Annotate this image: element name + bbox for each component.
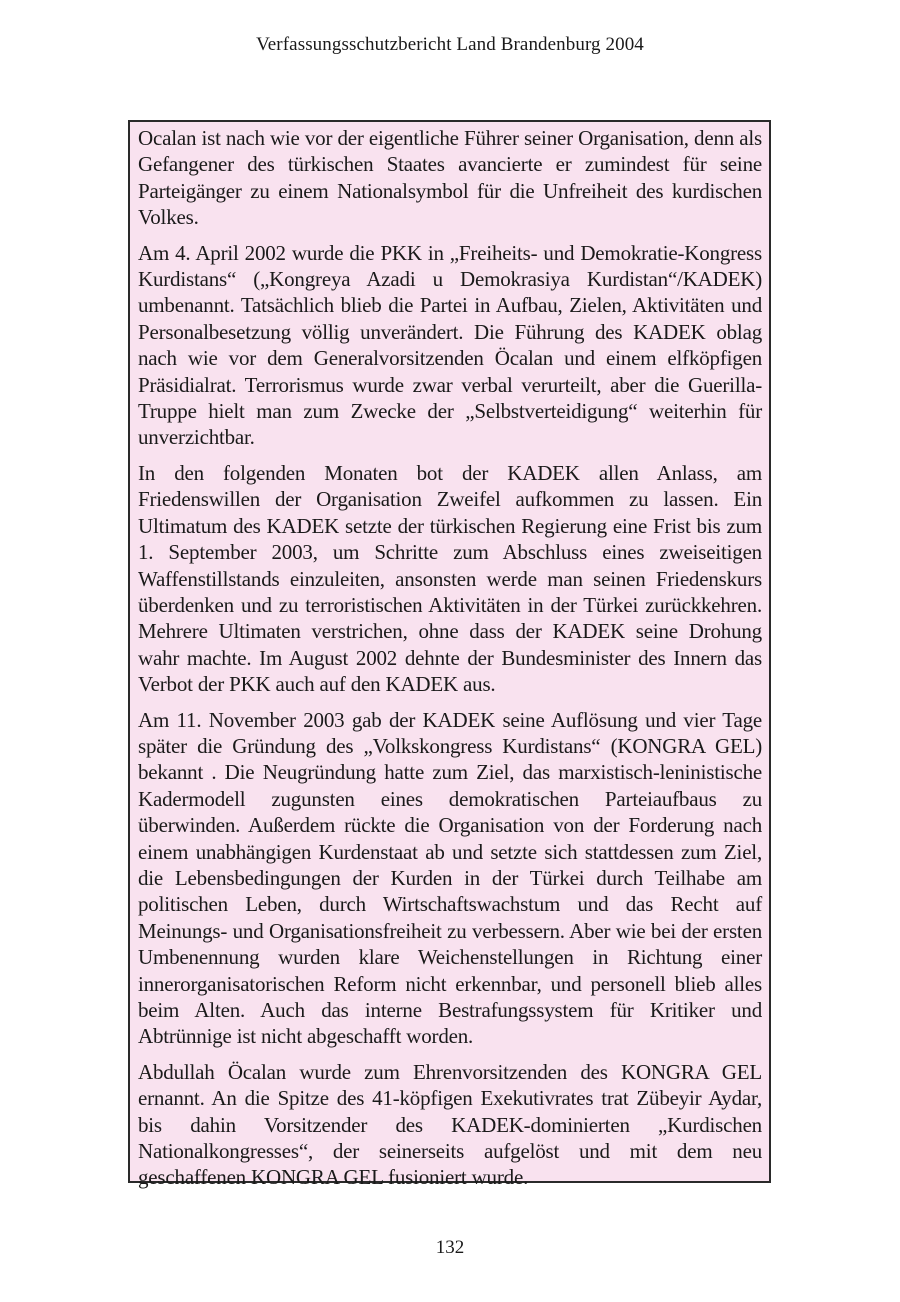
running-header: Verfassungsschutzbericht Land Brandenburg 2004 [256, 34, 644, 55]
paragraph-ocalan-leader: Ocalan ist nach wie vor der eigentliche Führer seiner Organisation, denn als Gefangener des türkischen Staates avancierte er zumindest für seine Parteigänger zu einem Nationalsymbol für die Unfreiheit des kurdischen Volkes. [138, 126, 762, 230]
paragraph-ultimatum: In den folgenden Monaten bot der KADEK allen Anlass, am Friedenswillen der Organisation Zweifel aufkommen zu lassen. Ein Ultimatum des KADEK setzte der türkischen Regierung eine Frist bis zum 1. September 2003, um Schritte zum Abschluss eines zweiseitigen Waffenstillstands einzuleiten, ansonsten werde man seinen Friedenskurs überdenken und zu terroristischen Aktivitäten in der Türkei zurückkehren. Mehrere Ultimaten verstrichen, ohne dass der KADEK seine Drohung wahr machte. Im August 2002 dehnte der Bundesminister des Innern das Verbot der PKK auch auf den KADEK aus. [138, 460, 762, 697]
page-number: 132 [435, 1237, 465, 1258]
info-box [128, 120, 771, 1190]
paragraph-kongra-gel-founding: Am 11. November 2003 gab der KADEK seine Auflösung und vier Tage später die Gründung des „Volkskongress Kurdistans“ (KONGRA GEL) bekannt . Die Neugründung hatte zum Ziel, das marxistisch-leninistische Kadermodell zugunsten eines demokratischen Parteiaufbaus zu überwinden. Außerdem rückte die Organisation von der Forderung nach einem unabhängigen Kurdenstaat ab und setzte sich stattdessen zum Ziel, die Lebensbedingungen der Kurden in der Türkei durch Teilhabe am politischen Leben, durch Wirtschaftswachstum und das Recht auf Meinungs- und Organisationsfreiheit zu verbessern. Aber wie bei der ersten Umbenennung wurden klare Weichenstellungen in Richtung einer innerorganisatorischen Reform nicht erkennbar, und personell blieb alles beim Alten. Auch das interne Bestrafungssystem für Kritiker und Abtrünnige ist nicht abgeschafft worden. [138, 707, 762, 1049]
paragraph-kadek-renaming: Am 4. April 2002 wurde die PKK in „Freiheits- und Demokratie-Kongress Kurdistans“ („Kongreya Azadi u Demokrasiya Kurdistan“/KADEK) umbenannt. Tatsächlich blieb die Partei in Aufbau, Zielen, Aktivitäten und Personalbesetzung völlig unverändert. Die Führung des KADEK oblag nach wie vor dem Generalvorsitzenden Öcalan und einem elfköpfigen Präsidialrat. Terrorismus wurde zwar verbal verurteilt, aber die Guerilla-Truppe hielt man zum Zwecke der „Selbstverteidigung“ weiterhin für unverzichtbar. [138, 240, 762, 450]
paragraph-leadership: Abdullah Öcalan wurde zum Ehrenvorsitzenden des KONGRA GEL ernannt. An die Spitze des 41-köpfigen Exekutivrates trat Zübeyir Aydar, bis dahin Vorsitzender des KADEK-dominierten „Kurdischen Nationalkongresses“, der seinerseits aufgelöst und mit dem neu geschaffenen KONGRA GEL fusioniert wurde. [138, 1059, 762, 1190]
